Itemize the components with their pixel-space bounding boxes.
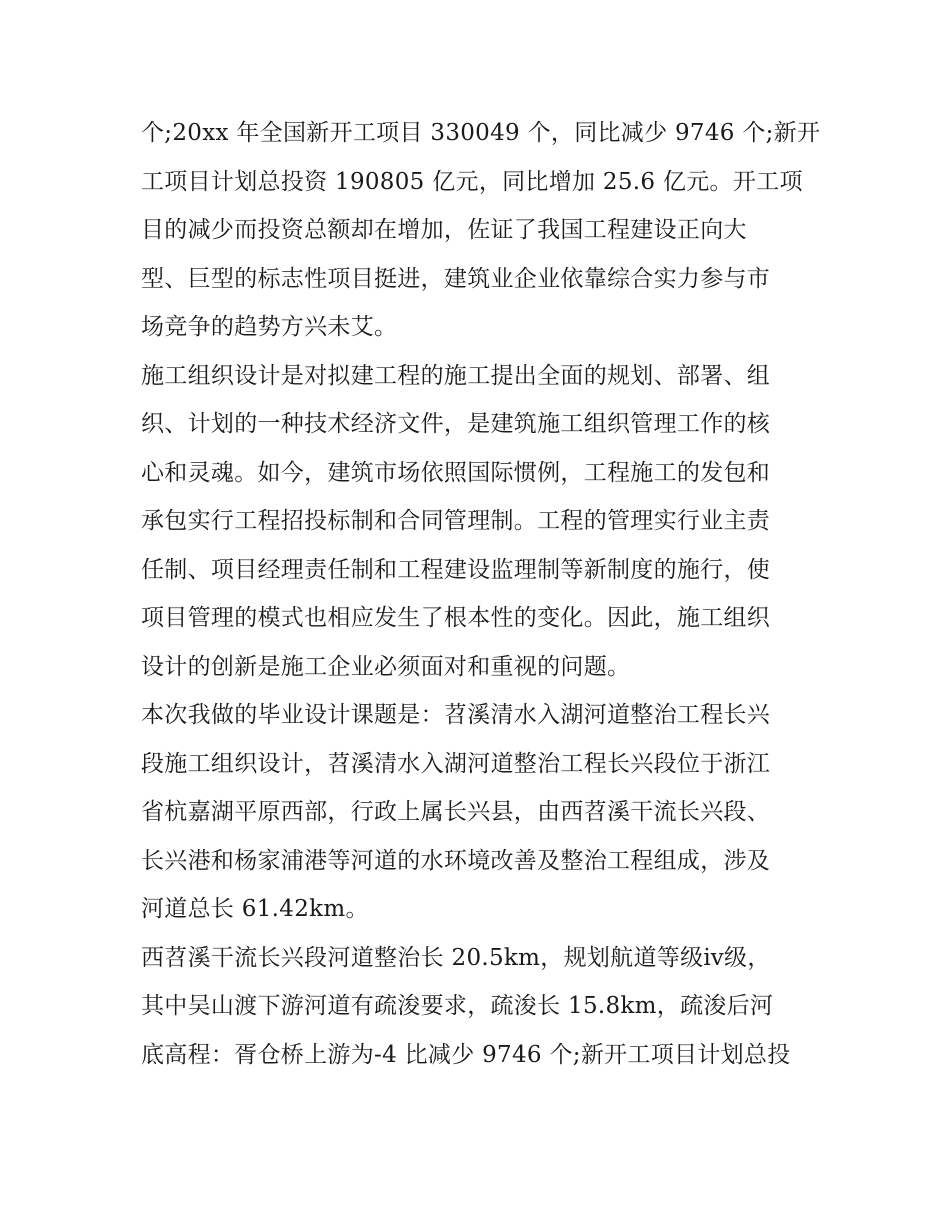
document-body (141, 109, 821, 1079)
text-line: 承包实行工程招投标制和合同管理制。工程的管理实行业主责 (141, 508, 771, 534)
text-line: 目的减少而投资总额却在增加，佐证了我国工程建设正向大 (141, 217, 747, 243)
text-line: 底高程：胥仓桥上游为-4 比减少 9746 个;新开工项目计划总投 (141, 1041, 791, 1068)
text-line: 其中吴山渡下游河道有疏浚要求，疏浚长 15.8km，疏浚后河 (141, 993, 774, 1019)
text-line: 型、巨型的标志性项目挺进，建筑业企业依靠综合实力参与市 (141, 265, 771, 292)
text-line: 织、计划的一种技术经济文件，是建筑施工组织管理工作的核 (141, 411, 771, 437)
text-line: 本次我做的毕业设计课题是：苕溪清水入湖河道整治工程长兴 (141, 702, 771, 728)
text-line: 任制、项目经理责任制和工程建设监理制等新制度的施行，使 (141, 556, 771, 583)
text-line: 西苕溪干流长兴段河道整治长 20.5km，规划航道等级ⅳ级， (141, 944, 771, 971)
text-line: 心和灵魂。如今，建筑市场依照国际惯例，工程施工的发包和 (141, 459, 771, 486)
text-line: 施工组织设计是对拟建工程的施工提出全面的规划、部署、组 (141, 362, 771, 389)
text-line: 个;20xx 年全国新开工项目 330049 个，同比减少 9746 个;新开 (141, 120, 821, 146)
text-line: 河道总长 61.42km。 (141, 896, 369, 922)
text-line: 场竞争的趋势方兴未艾。 (141, 314, 398, 340)
text-line: 项目管理的模式也相应发生了根本性的变化。因此，施工组织 (141, 605, 771, 631)
text-line: 段施工组织设计，苕溪清水入湖河道整治工程长兴段位于浙江 (141, 750, 771, 777)
text-line: 长兴港和杨家浦港等河道的水环境改善及整治工程组成，涉及 (141, 847, 771, 874)
text-line: 设计的创新是施工企业必须面对和重视的问题。 (141, 653, 631, 680)
text-line: 工项目计划总投资 190805 亿元，同比增加 25.6 亿元。开工项 (141, 168, 803, 195)
text-line: 省杭嘉湖平原西部，行政上属长兴县，由西苕溪干流长兴段、 (141, 799, 771, 825)
